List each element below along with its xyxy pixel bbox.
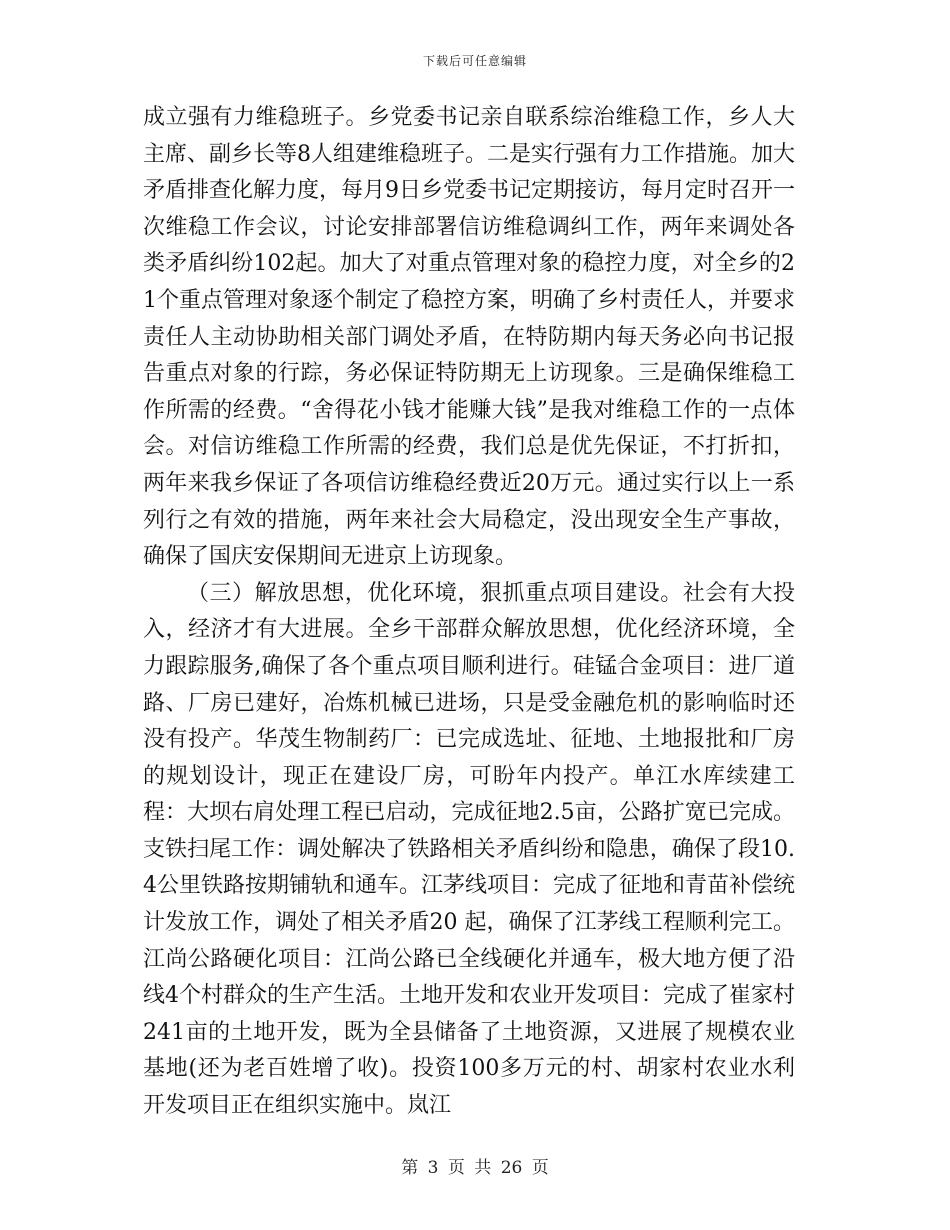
- page-number-footer: 第 3 页 共 26 页: [401, 1158, 549, 1178]
- body-paragraph-2: （三）解放思想，优化环境，狠抓重点项目建设。社会有大投入，经济才有大进展。全乡干部群众解放思想，优化经济环境，全力跟踪服务,确保了各个重点项目顺利进行。硅锰合金项目：进厂道路、厂房已建好，冶炼机械已进场，只是受金融危机的影响临时还没有投产。华茂生物制药厂：已完成选址、征地、土地报批和厂房的规划设计，现正在建设厂房，可盼年内投产。单江水库续建工程：大坝右肩处理工程已启动，完成征地2.5亩，公路扩宽已完成。支铁扫尾工作：调处解决了铁路相关矛盾纠纷和隐患，确保了段10.4公里铁路按期铺轨和通车。江茅线项目：完成了征地和青苗补偿统计发放工作，调处了相关矛盾20 起，确保了江茅线工程顺利完工。江尚公路硬化项目：江尚公路已全线硬化并通车，极大地方便了沿线4个村群众的生产生活。土地开发和农业开发项目：完成了崔家村241亩的土地开发，既为全县储备了土地资源，又进展了规模农业基地(还为老百姓增了收)。投资100多万元的村、胡家村农业水利开发项目正在组织实施中。岚江: [143, 580, 795, 1119]
- body-paragraph-1: 成立强有力维稳班子。乡党委书记亲自联系综治维稳工作，乡人大主席、副乡长等8人组建维稳班子。二是实行强有力工作措施。加大矛盾排查化解力度，每月9日乡党委书记定期接访，每月定时召开一次维稳工作会议，讨论安排部署信访维稳调纠工作，两年来调处各类矛盾纠纷102起。加大了对重点管理对象的稳控力度，对全乡的21个重点管理对象逐个制定了稳控方案，明确了乡村责任人，并要求责任人主动协助相关部门调处矛盾，在特防期内每天务必向书记报告重点对象的行踪，务必保证特防期无上访现象。三是确保维稳工作所需的经费。“舍得花小钱才能赚大钱”是我对维稳工作的一点体会。对信访维稳工作所需的经费，我们总是优先保证，不打折扣，两年来我乡保证了各项信访维稳经费近20万元。通过实行以上一系列行之有效的措施，两年来社会大局稳定，没出现安全生产事故，确保了国庆安保期间无进京上访现象。: [143, 105, 795, 570]
- page-header: 下载后可任意编辑: [422, 54, 527, 68]
- document-body: [143, 100, 795, 1125]
